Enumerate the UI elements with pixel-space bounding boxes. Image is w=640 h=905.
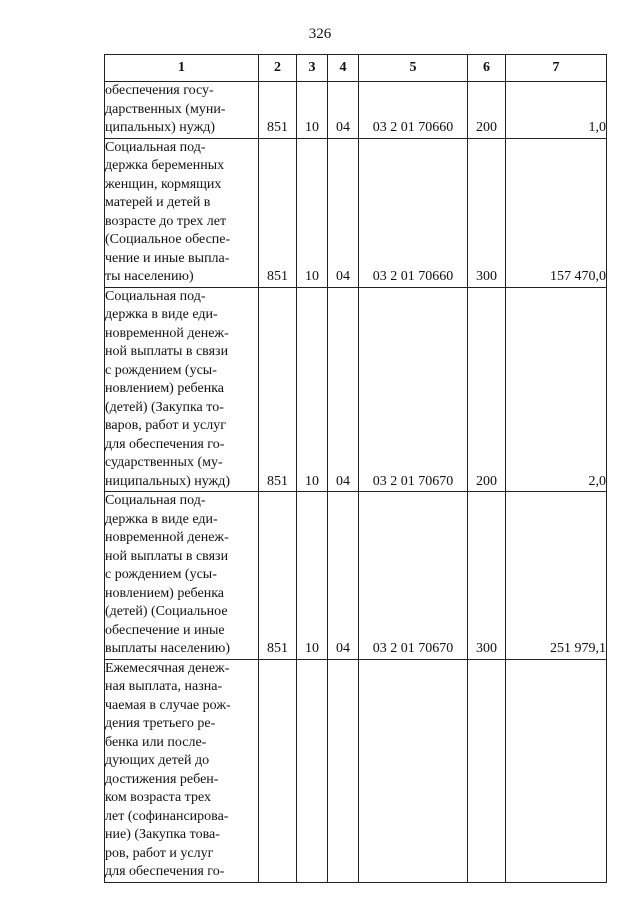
header-col-1: 1 xyxy=(105,55,259,82)
table-row xyxy=(105,659,607,882)
row-expense-type xyxy=(468,659,506,882)
row-name-line: бенка или после- xyxy=(105,734,207,750)
table-row xyxy=(105,82,607,139)
row-name-line: обеспечения госу- xyxy=(105,83,214,98)
row-name-line: (детей) (Закупка то- xyxy=(105,399,224,415)
row-target-article: 03 2 01 70660 xyxy=(359,138,468,287)
header-col-5: 5 xyxy=(359,55,468,82)
row-name-line: ты населению) xyxy=(105,269,194,284)
row-name-line: держка в виде еди- xyxy=(105,511,218,527)
row-name-line: ной выплаты в связи xyxy=(105,548,229,564)
row-section: 10 xyxy=(297,138,328,287)
row-name-line: держка в виде еди- xyxy=(105,307,218,322)
header-col-4: 4 xyxy=(328,55,359,82)
row-name-text xyxy=(105,139,258,287)
row-amount: 1,0 xyxy=(506,82,607,139)
row-subsection: 04 xyxy=(328,287,359,492)
row-name-line: обеспечение и иные xyxy=(105,622,225,638)
row-subsection: 04 xyxy=(328,138,359,287)
header-col-2: 2 xyxy=(259,55,297,82)
row-name-line: для обеспечения го- xyxy=(105,864,225,879)
row-target-article: 03 2 01 70660 xyxy=(359,82,468,139)
row-expense-type: 300 xyxy=(468,138,506,287)
row-name-line: ная выплата, назна- xyxy=(105,679,223,694)
row-name-line: новременной денеж- xyxy=(105,530,229,545)
row-section xyxy=(297,659,328,882)
row-name-line: ципальных) нужд) xyxy=(105,120,216,135)
row-name-line: выплаты населению) xyxy=(105,641,230,656)
row-name-line: Социальная под- xyxy=(105,139,206,155)
header-row xyxy=(105,55,607,82)
row-amount xyxy=(506,659,607,882)
row-name-line: (детей) (Социальное xyxy=(105,604,228,619)
row-name-text xyxy=(105,82,258,138)
row-name-cell xyxy=(105,659,259,882)
budget-table xyxy=(104,54,607,883)
row-name-text xyxy=(105,288,258,492)
table-row xyxy=(105,287,607,492)
row-name-cell xyxy=(105,492,259,660)
row-name-line: Социальная под- xyxy=(105,288,206,304)
row-admin-code: 851 xyxy=(259,492,297,660)
row-target-article: 03 2 01 70670 xyxy=(359,492,468,660)
header-col-6: 6 xyxy=(468,55,506,82)
table-body xyxy=(105,82,607,883)
row-name-line: Ежемесячная денеж- xyxy=(105,660,230,676)
row-name-line: сударственных (му- xyxy=(105,455,223,470)
row-section: 10 xyxy=(297,492,328,660)
row-name-line: с рождением (усы- xyxy=(105,567,217,582)
row-name-line: новлением) ребенка xyxy=(105,381,224,396)
row-name-text xyxy=(105,492,258,659)
row-target-article xyxy=(359,659,468,882)
row-expense-type: 200 xyxy=(468,82,506,139)
row-name-cell xyxy=(105,82,259,139)
row-admin-code: 851 xyxy=(259,82,297,139)
row-subsection: 04 xyxy=(328,492,359,660)
row-section: 10 xyxy=(297,82,328,139)
row-name-line: женщин, кормящих xyxy=(105,176,222,192)
row-amount: 251 979,1 xyxy=(506,492,607,660)
table-row xyxy=(105,138,607,287)
row-name-line: матерей и детей в xyxy=(105,195,211,210)
row-target-article: 03 2 01 70670 xyxy=(359,287,468,492)
row-name-line: возрасте до трех лет xyxy=(105,213,227,229)
row-name-cell xyxy=(105,138,259,287)
row-name-line: для обеспечения го- xyxy=(105,436,225,452)
row-name-line: Социальная под- xyxy=(105,493,206,508)
row-name-line: достижения ребен- xyxy=(105,771,219,787)
row-name-line: ком возраста трех xyxy=(105,790,211,805)
row-name-line: чение и иные выпла- xyxy=(105,250,230,266)
row-name-line: ной выплаты в связи xyxy=(105,344,229,359)
row-name-line: варов, работ и услуг xyxy=(105,418,226,433)
row-amount: 2,0 xyxy=(506,287,607,492)
row-name-line: дующих детей до xyxy=(105,753,210,768)
row-name-line: новременной денеж- xyxy=(105,325,229,341)
row-name-line: ров, работ и услуг xyxy=(105,845,214,861)
row-name-line: новлением) ребенка xyxy=(105,585,224,601)
row-name-line: дения третьего ре- xyxy=(105,716,216,731)
table-row xyxy=(105,492,607,660)
row-name-line: держка беременных xyxy=(105,158,225,173)
row-name-line: лет (софинансирова- xyxy=(105,808,229,824)
header-col-7: 7 xyxy=(506,55,607,82)
header-col-3: 3 xyxy=(297,55,328,82)
row-section: 10 xyxy=(297,287,328,492)
page-number: 326 xyxy=(308,26,332,42)
row-name-text xyxy=(105,660,258,882)
row-name-line: с рождением (усы- xyxy=(105,362,217,378)
row-name-line: дарственных (муни- xyxy=(105,101,226,117)
row-admin-code: 851 xyxy=(259,138,297,287)
row-admin-code xyxy=(259,659,297,882)
row-amount: 157 470,0 xyxy=(506,138,607,287)
row-name-cell xyxy=(105,287,259,492)
row-name-line: (Социальное обеспе- xyxy=(105,232,231,247)
row-subsection: 04 xyxy=(328,82,359,139)
row-expense-type: 200 xyxy=(468,287,506,492)
row-admin-code: 851 xyxy=(259,287,297,492)
row-expense-type: 300 xyxy=(468,492,506,660)
row-name-line: ние) (Закупка това- xyxy=(105,827,220,842)
row-subsection xyxy=(328,659,359,882)
row-name-line: чаемая в случае рож- xyxy=(105,697,231,713)
row-name-line: ниципальных) нужд) xyxy=(105,473,230,489)
